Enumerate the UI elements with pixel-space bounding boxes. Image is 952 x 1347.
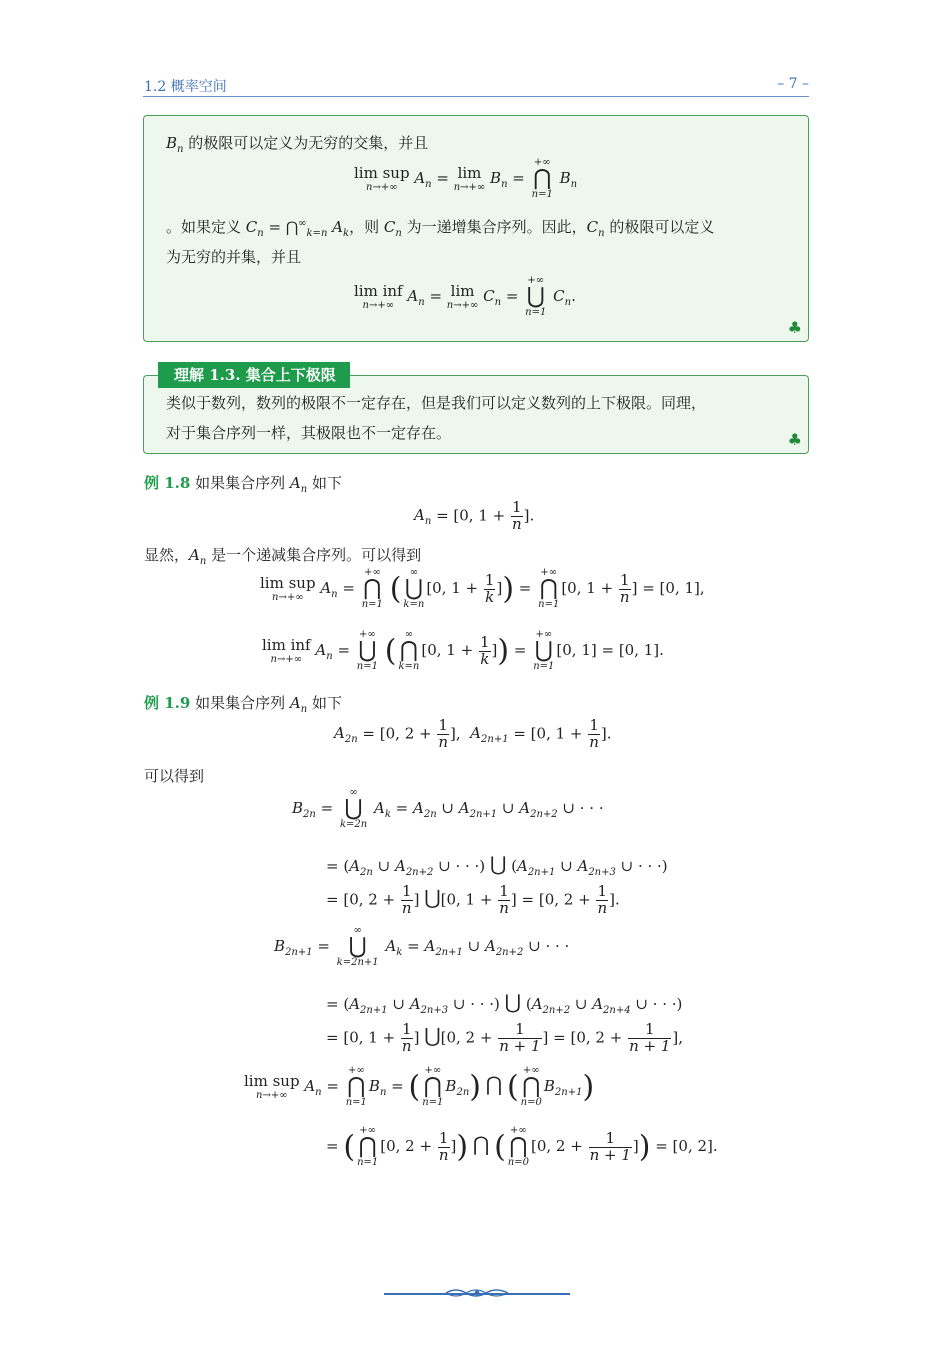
box1-text3c: 为一递增集合序列。因此， xyxy=(406,218,587,236)
eq-B2n-step2: = ($A_{2n}$ ∪ $A_{2n+2}$ ∪ · · ·) ⋃ ($A_{2n+1}$ ∪ $A_{2n+3}$ ∪ · · ·) xyxy=(326,852,668,878)
box1-text3d: 的极限可以定义 xyxy=(609,218,715,236)
ex8-limsup: lim sup n→+∞ $A_n$ = +∞ ⋂ n=1 ( ∞ ⋃ k=n [0, 1 + $\frac{1}{k}$ ]) = +∞ ⋂ n=1 [0, 1 + $\frac{1}{n}$ ] = [0, 1], xyxy=(260,567,705,610)
ex9-line2: 可以得到 xyxy=(144,767,205,785)
box1-line4: 为无穷的并集，并且 xyxy=(166,248,302,266)
eq-B2n1-step3: = [0, 1 + $\frac{1}{n}$ ] ⋃[0, 2 + $\frac{1}{n + 1}$ ] = [0, 2 + $\frac{1}{n + 1}$ ], xyxy=(326,1020,684,1055)
eq-limsup-result: = ( +∞ ⋂ n=1 [0, 2 + $\frac{1}{n}$ ]) ⋂ ( +∞ ⋂ n=0 [0, 2 + $\frac{1}{n + 1}$ ]) = [0, 2]. xyxy=(326,1125,718,1168)
example-label: 例 1.8 xyxy=(144,474,191,492)
ornament-icon xyxy=(444,1285,510,1301)
box1-line1: $B_n$ 的极限可以定义为无穷的交集，并且 xyxy=(166,134,429,155)
eq-B2n1: $B_{2n+1}$ = ∞ ⋃ k=2n+1 $A_k = A_{2n+1}$ ∪ $A_{2n+2}$ ∪ · · · xyxy=(274,925,570,968)
box1-text1: 的极限可以定义为无穷的交集，并且 xyxy=(188,134,429,152)
example-text: 如果集合序列 xyxy=(195,694,286,712)
eq-limsup-An: lim sup n→+∞ $A_n$ = +∞ ⋂ n=1 $B_n$ = ( +∞ ⋂ n=1 $B_{2n}$) ⋂ ( +∞ ⋂ n=0 $B_{2n+1}$) xyxy=(244,1065,595,1108)
example-text: 如果集合序列 xyxy=(195,474,286,492)
ex8-liminf: lim inf n→+∞ $A_n$ = +∞ ⋃ n=1 ( ∞ ⋂ k=n [0, 1 + $\frac{1}{k}$ ]) = +∞ ⋃ n=1 [0, 1] = [0, 1]. xyxy=(262,629,664,672)
ex8-definition: $A_n = [0$, 1 + $\frac{1}{n}$ ]. xyxy=(414,498,535,533)
club-icon: ♣ xyxy=(787,318,802,337)
eq-B2n1-step2: = ($A_{2n+1}$ ∪ $A_{2n+3}$ ∪ · · ·) ⋃ ($A_{2n+2}$ ∪ $A_{2n+4}$ ∪ · · ·) xyxy=(326,990,683,1016)
eq-B2n: $B_{2n}$ = ∞ ⋃ k=2n $A_k = A_{2n}$ ∪ $A_{2n+1}$ ∪ $A_{2n+2}$ ∪ · · · xyxy=(292,787,604,830)
example-after: 如下 xyxy=(311,694,342,712)
liminf-formula: lim inf n→+∞ $A_n = \lim$ n→+∞ $C_n$ = +∞ ⋃ n=1 $C_n$. xyxy=(354,275,576,318)
limsup-formula: lim sup n→+∞ $A_n = \lim$ n→+∞ $B_n$ = +∞ ⋂ n=1 $B_n$ xyxy=(354,157,578,200)
definition-box xyxy=(143,115,809,342)
ex8-text2a: 显然， xyxy=(144,546,190,564)
box1-line3: 。如果定义 $C_n$ = $⋂^\infty_{k=n}$ $A_k$，则 $C_n$ 为一递增集合序列。因此，$C_n$ 的极限可以定义 xyxy=(166,218,715,239)
example-1-9-heading: 例 1.9 如果集合序列 $A_n$ 如下 xyxy=(144,694,342,715)
note-line1: 类似于数列，数列的极限不一定存在，但是我们可以定义数列的上下极限。同理， xyxy=(166,394,707,412)
eq-B2n-step3: = [0, 2 + $\frac{1}{n}$ ] ⋃[0, 1 + $\frac{1}{n}$ ] = [0, 2 + $\frac{1}{n}$ ]. xyxy=(326,882,620,917)
example-label: 例 1.9 xyxy=(144,694,191,712)
ex8-text2b: 是一个递减集合序列。可以得到 xyxy=(211,546,422,564)
box1-text3b: ，则 xyxy=(349,218,380,236)
section-title: 1.2 概率空间 xyxy=(144,79,227,95)
header-rule xyxy=(143,96,809,97)
ex9-definition: $A_{2n} = [0$, 2 + $\frac{1}{n}$ ], $A_{2n+1} = [0$, 1 + $\frac{1}{n}$ ]. xyxy=(334,716,612,751)
example-1-8-heading: 例 1.8 如果集合序列 $A_n$ 如下 xyxy=(144,474,342,495)
club-icon: ♣ xyxy=(787,430,802,449)
example-after: 如下 xyxy=(311,474,342,492)
page-number: – 7 – xyxy=(777,76,809,92)
ex8-line2: 显然，$A_n$ 是一个递减集合序列。可以得到 xyxy=(144,546,422,567)
box1-text3a: 。如果定义 xyxy=(166,218,242,236)
note-title-tag: 理解 1.3. 集合上下极限 xyxy=(158,362,350,388)
note-line2: 对于集合序列一样，其极限也不一定存在。 xyxy=(166,424,452,442)
